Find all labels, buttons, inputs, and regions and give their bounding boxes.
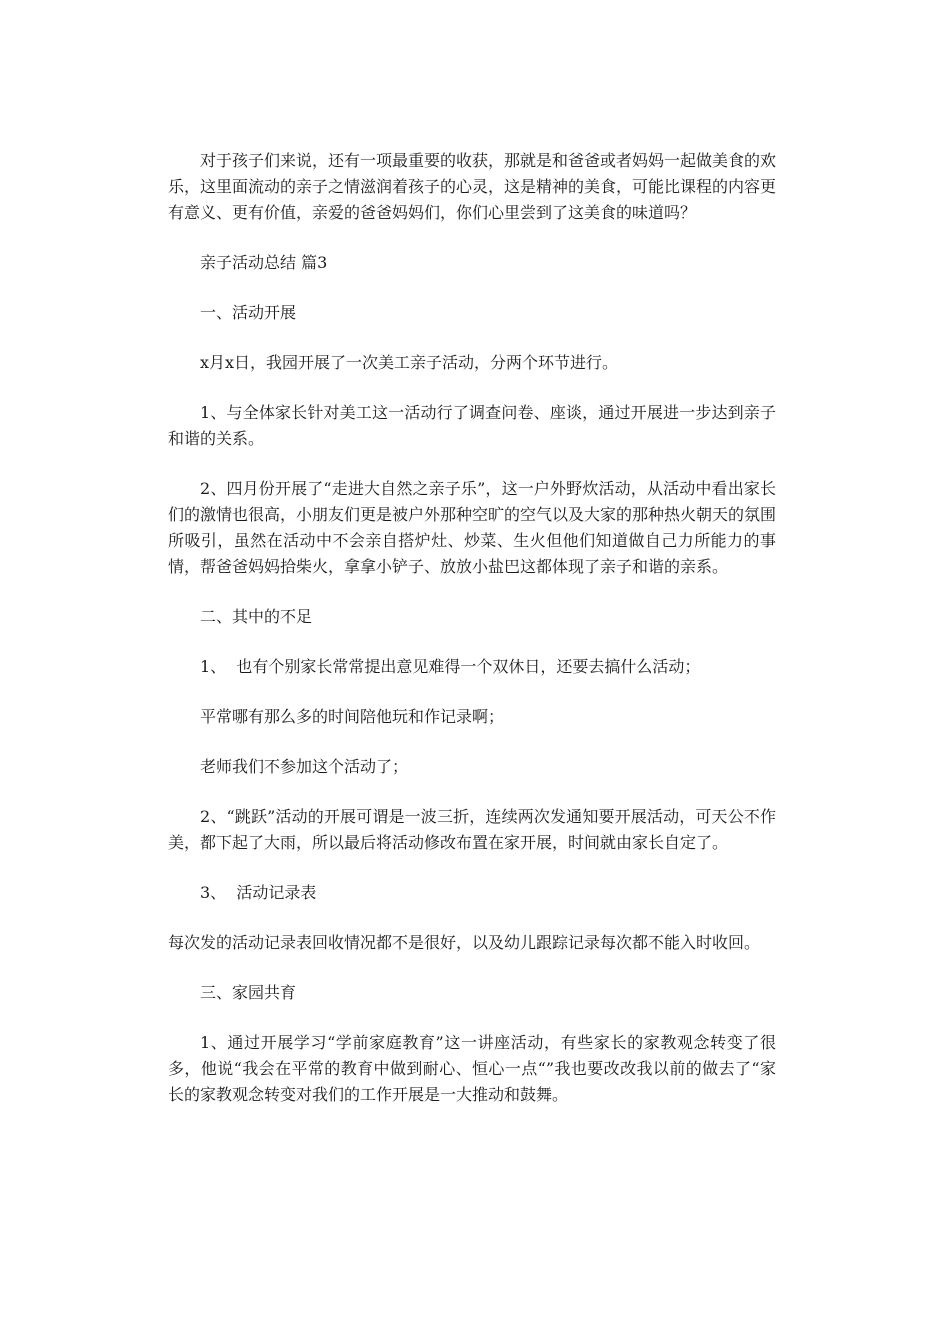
list-item-complaints: 1、 也有个别家长常常提出意见难得一个双休日，还要去搞什么活动； [200,657,701,676]
heading-co-education: 三、家园共育 [200,983,297,1002]
paragraph-intro: x月x日，我园开展了一次美工亲子活动，分两个环节进行。 [200,353,619,372]
paragraph-food-joy: 对于孩子们来说，还有一项最重要的收获，那就是和爸爸或者妈妈一起做美食的欢乐，这里面流动的亲子之情滋润着孩子的心灵，这是精神的美食，可能比课程的内容更有意义、更有价值，亲爱的爸爸妈妈们，你们心里尝到了这美食的味道吗？ [168,151,777,222]
list-item-record-sheet: 3、 活动记录表 [200,883,317,902]
list-item-jumping: 2、“跳跃”活动的开展可谓是一波三折，连续两次发通知要开展活动，可天公不作美，都下起了大雨，所以最后将活动修改布置在家开展，时间就由家长自定了。 [168,807,776,852]
list-item-survey: 1、与全体家长针对美工这一活动行了调查问卷、座谈，通过开展进一步达到亲子和谐的关系。 [168,403,776,448]
list-item-picnic: 2、四月份开展了“走进大自然之亲子乐”，这一户外野炊活动，从活动中看出家长们的激情也很高，小朋友们更是被户外那种空旷的空气以及大家的那种热火朝天的氛围所吸引，虽然在活动中不会亲自搭炉灶、炒菜、生火但他们知道做自己力所能力的事情，帮爸爸妈妈拾柴火，拿拿小铲子、放放小盐巴这都体现了亲子和谐的亲系。 [168,479,777,576]
paragraph-record-return: 每次发的活动记录表回收情况都不是很好，以及幼儿跟踪记录每次都不能入时收回。 [168,933,761,952]
heading-activities: 一、活动开展 [200,303,297,322]
document-body [168,148,776,1132]
heading-shortcomings: 二、其中的不足 [200,607,313,626]
section-title: 亲子活动总结 篇3 [200,253,328,272]
paragraph-not-attending: 老师我们不参加这个活动了； [200,757,409,776]
list-item-lecture: 1、通过开展学习“学前家庭教育”这一讲座活动，有些家长的家教观念转变了很多，他说“我会在平常的教育中做到耐心、恒心一点“”我也要改改我以前的做去了“家长的家教观念转变对我们的工作开展是一大推动和鼓舞。 [168,1033,776,1104]
paragraph-no-time: 平常哪有那么多的时间陪他玩和作记录啊； [200,707,505,726]
